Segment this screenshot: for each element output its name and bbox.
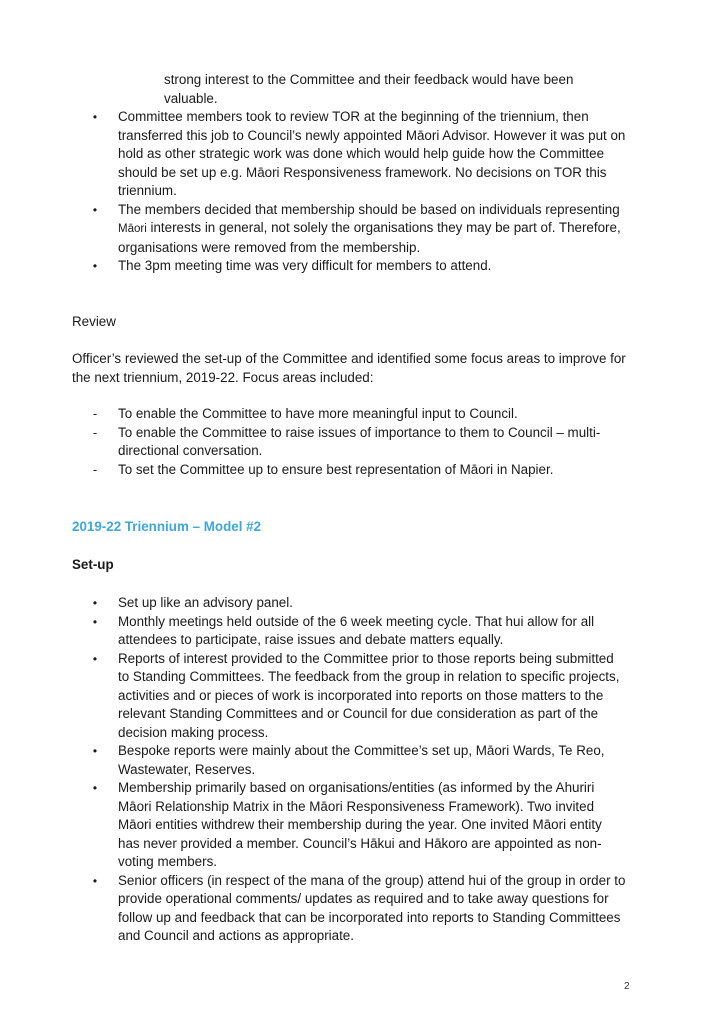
list-item	[72, 872, 633, 946]
text-line: strong interest to the Committee and their feedback would have been	[164, 72, 574, 87]
list-item	[72, 650, 633, 743]
text-line: Set up like an advisory panel.	[118, 595, 293, 610]
text-line: Māori entities withdrew their membership during the year. One invited Māori entity	[118, 817, 602, 832]
list-item	[72, 424, 633, 461]
page-number: 2	[624, 981, 630, 992]
list-item	[72, 613, 633, 650]
list-item	[72, 742, 633, 779]
text-line: To enable the Committee to raise issues of importance to them to Council – multi-	[118, 424, 601, 440]
text-line: provide operational comments/ updates as required and to take away questions for	[118, 891, 609, 906]
bullet-marker: •	[92, 781, 98, 795]
text-line: Committee members took to review TOR at the beginning of the triennium, then	[118, 109, 589, 124]
list-item	[72, 461, 633, 480]
text-line: has never provided a member. Council’s Hākui and Hākoro are appointed as non-	[118, 835, 602, 851]
focus-areas-list	[72, 405, 633, 479]
text-line: Bespoke reports were mainly about the Committee’s set up, Māori Wards, Te Reo,	[118, 743, 605, 758]
bullet-marker: •	[92, 202, 98, 217]
text-line: Senior officers (in respect of the mana of the group) attend hui of the group in order to	[118, 872, 626, 888]
model-section	[72, 518, 633, 537]
setup-list	[72, 594, 633, 946]
review-section	[72, 313, 633, 332]
text-line: activities and or pieces of work is incorporated into reports on those matters to the	[118, 687, 604, 703]
text-line: The 3pm meeting time was very difficult for members to attend.	[118, 258, 492, 273]
model-heading: 2019-22 Triennium – Model #2	[72, 519, 262, 534]
text-line: Reports of interest provided to the Committee prior to those reports being submitted	[118, 650, 614, 666]
dash-marker: -	[92, 424, 98, 440]
text-line: Māori Relationship Matrix in the Māori Responsiveness Framework). Two invited	[118, 798, 595, 814]
dash-marker: -	[92, 461, 98, 477]
list-item	[72, 405, 633, 424]
text-line	[118, 219, 633, 239]
bullet-marker: •	[92, 614, 98, 629]
text-line: attendees to participate, raise issues and debate matters equally.	[118, 632, 504, 647]
continued-bullet-text	[164, 71, 633, 108]
text-line: should be set up e.g. Māori Responsiveness framework. No decisions on TOR this	[118, 164, 607, 180]
bullet-marker: •	[92, 873, 98, 888]
text-line: hold as other strategic work was done which would help guide how the Committee	[118, 146, 605, 161]
text-line: the next triennium, 2019-22. Focus areas included:	[72, 369, 374, 385]
text-line: triennium.	[118, 183, 177, 198]
bullet-marker: •	[92, 651, 98, 666]
text-line: Membership primarily based on organisations/entities (as informed by the Ahuriri	[118, 780, 595, 795]
list-item	[72, 594, 633, 613]
section-heading: Review	[72, 314, 116, 329]
text-line: transferred this job to Council’s newly appointed Māori Advisor. However it was put on	[118, 127, 626, 143]
text-line: valuable.	[164, 90, 218, 106]
list-item	[72, 779, 633, 872]
dash-marker: -	[92, 406, 98, 421]
list-item	[72, 108, 633, 201]
text-line: Wastewater, Reserves.	[118, 761, 256, 777]
text-line: to Standing Committees. The feedback from the group in relation to specific projects,	[118, 669, 620, 684]
text-line: To enable the Committee to have more meaningful input to Council.	[118, 406, 518, 421]
text-span: Māori	[118, 223, 147, 235]
text-line: decision making process.	[118, 724, 269, 740]
review-paragraph	[72, 350, 633, 387]
text-line: To set the Committee up to ensure best representation of Māori in Napier.	[118, 461, 554, 477]
top-bullet-list	[72, 108, 633, 276]
setup-section	[72, 556, 633, 575]
bullet-marker: •	[92, 744, 98, 758]
setup-heading: Set-up	[72, 557, 114, 572]
list-item	[72, 201, 633, 258]
bullet-marker: •	[92, 259, 98, 273]
list-item	[72, 257, 633, 276]
text-line: Officer’s reviewed the set-up of the Committee and identified some focus areas to improve for	[72, 351, 626, 366]
bullet-marker: •	[92, 110, 98, 124]
text-line: follow up and feedback that can be incorporated into reports to Standing Committees	[118, 909, 621, 925]
text-line: directional conversation.	[118, 443, 263, 458]
text-span: interests in general, not solely the organisations they may be part of. Therefore,	[146, 220, 621, 235]
text-line: voting members.	[118, 854, 217, 869]
text-line: The members decided that membership should be based on individuals representing	[118, 201, 620, 217]
bullet-marker: •	[92, 596, 98, 610]
text-line: relevant Standing Committees and or Council for due consideration as part of the	[118, 706, 599, 721]
text-line: Monthly meetings held outside of the 6 week meeting cycle. That hui allow for all	[118, 613, 595, 629]
text-line: and Council and actions as appropriate.	[118, 928, 354, 943]
text-line: organisations were removed from the membership.	[118, 239, 421, 255]
